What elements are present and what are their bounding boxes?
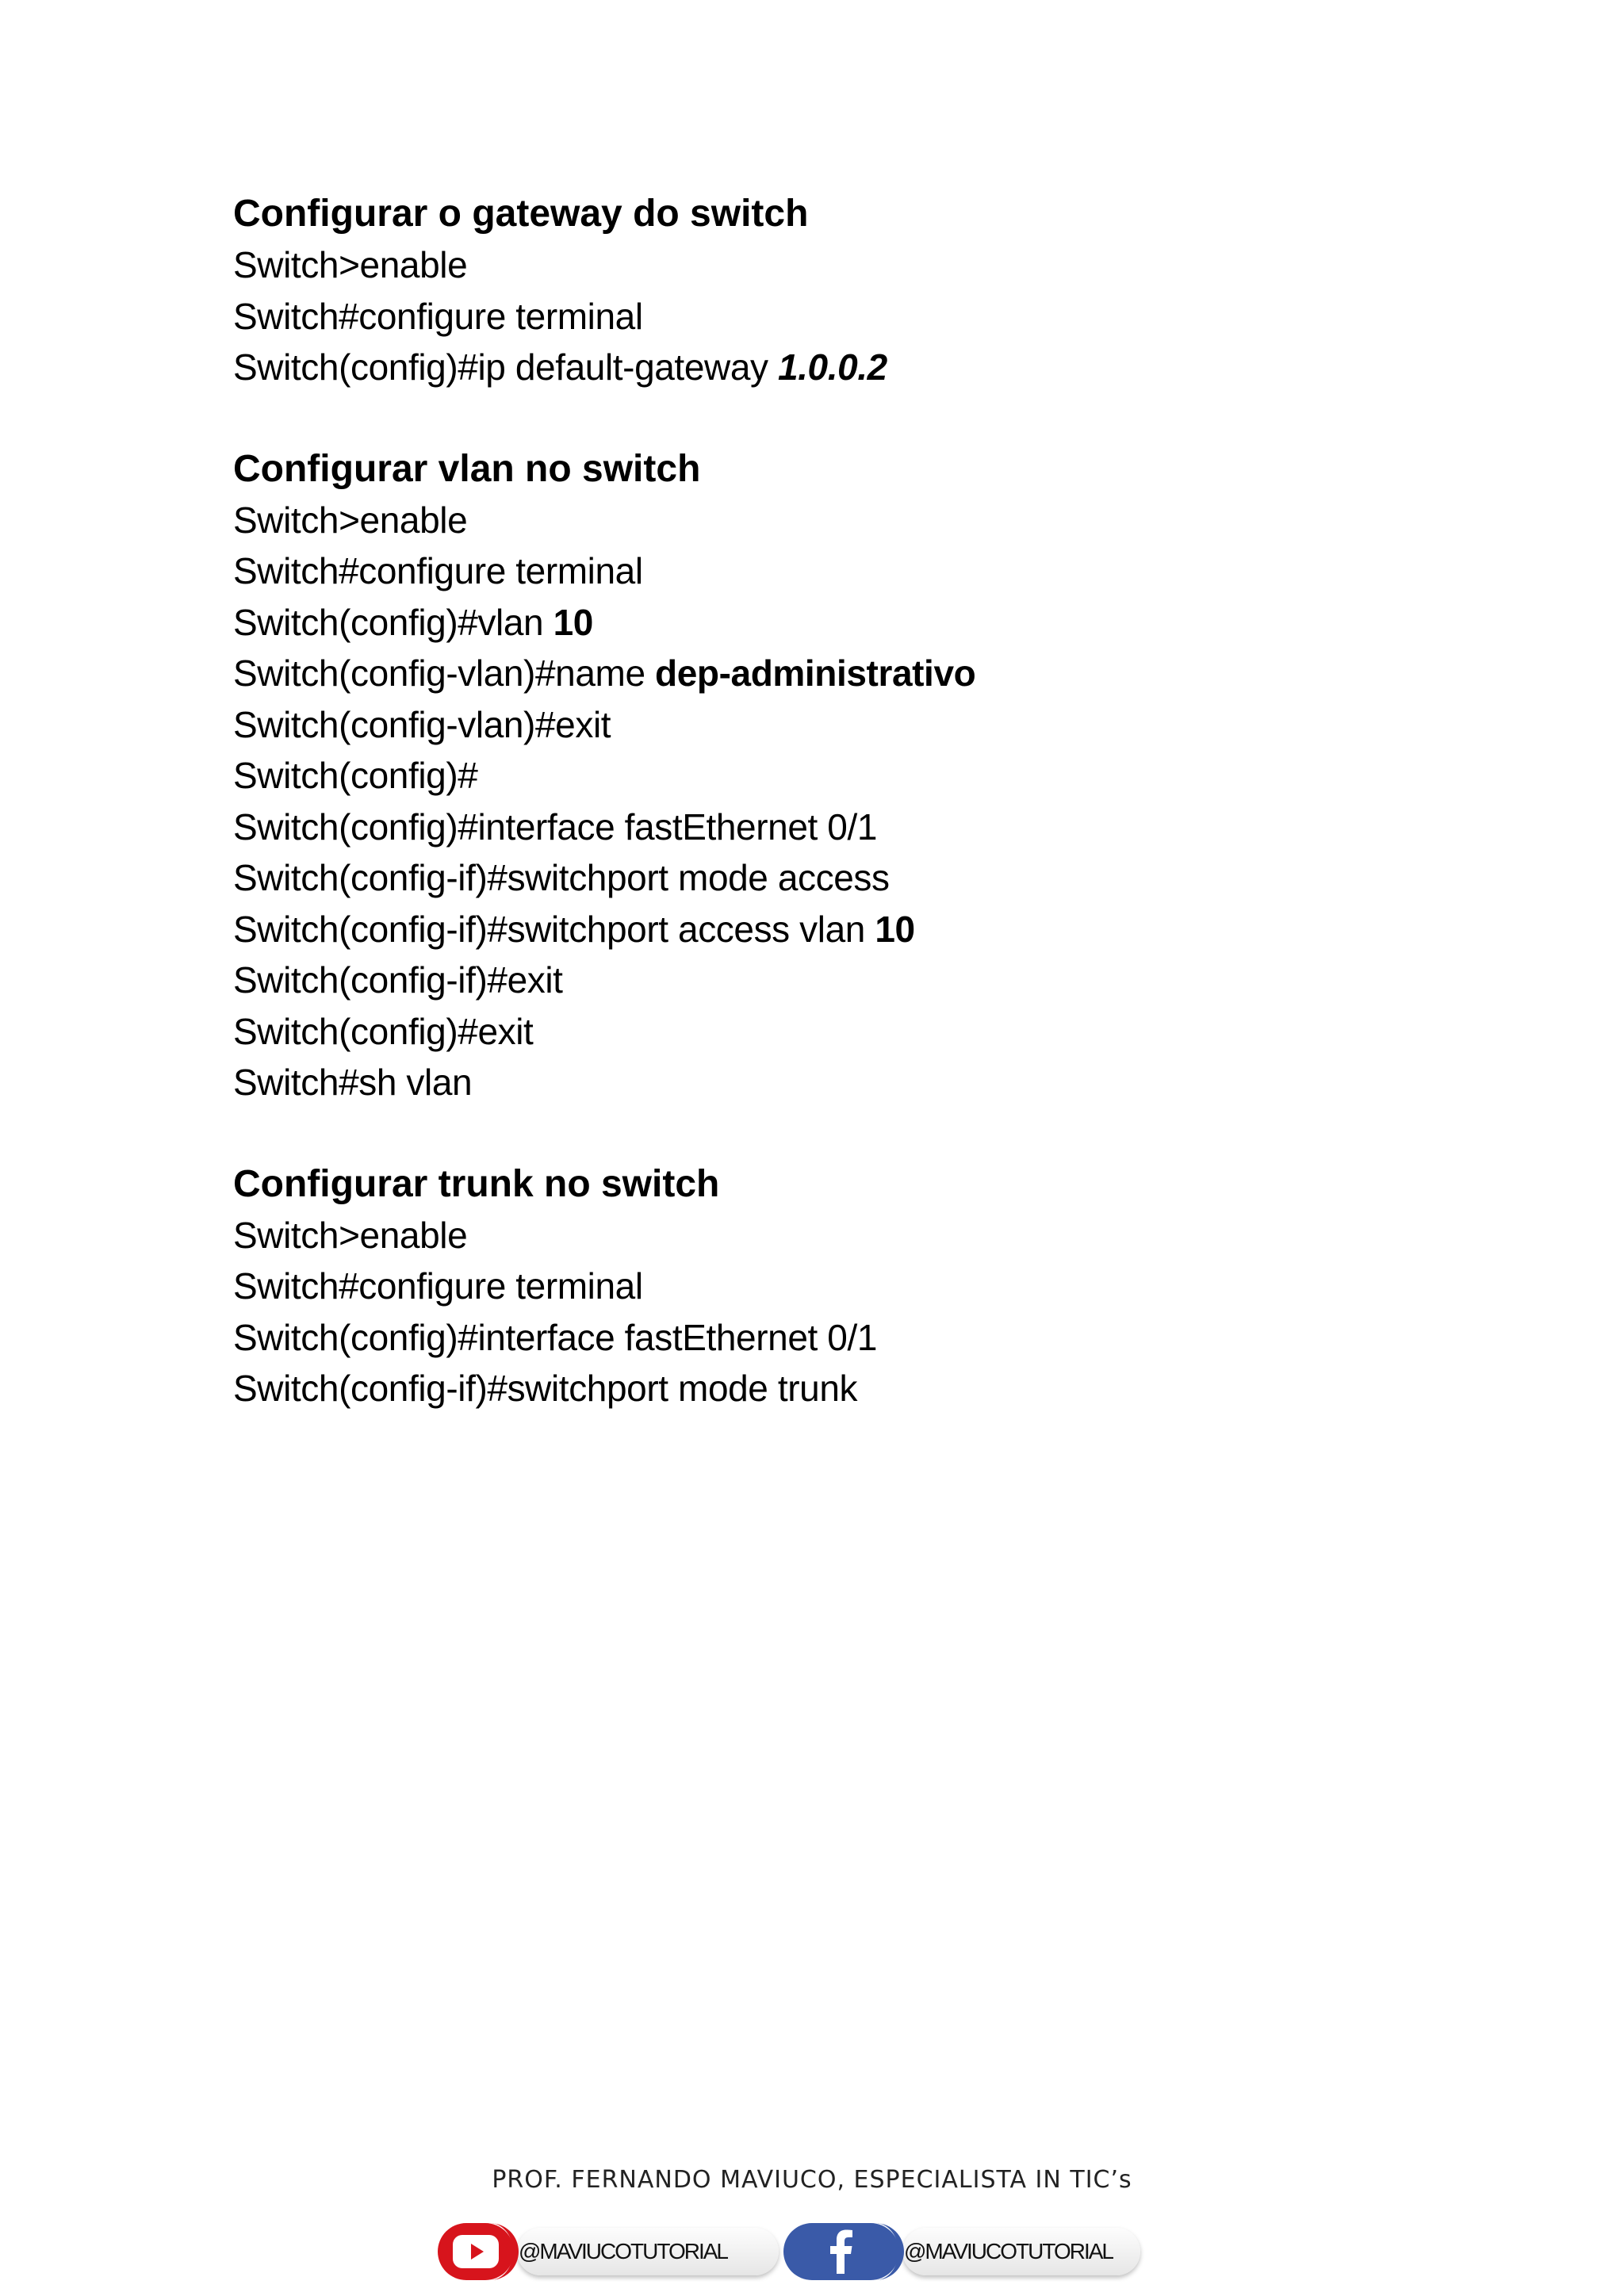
command-text: Switch>enable bbox=[233, 1214, 468, 1256]
command-line bbox=[233, 1210, 1502, 1261]
document-body bbox=[233, 189, 1502, 1465]
youtube-icon bbox=[438, 2223, 514, 2280]
command-line bbox=[233, 291, 1502, 342]
youtube-handle: @MAVIUCOTUTORIAL bbox=[519, 2239, 727, 2263]
command-text: Switch(config-vlan)#name bbox=[233, 652, 656, 694]
footer-author: PROF. FERNANDO MAVIUCO, ESPECIALISTA IN TIC’s bbox=[492, 2166, 1132, 2194]
command-line bbox=[233, 1312, 1502, 1364]
facebook-handle-pill bbox=[902, 2228, 1140, 2275]
section-trunk bbox=[233, 1159, 1502, 1414]
command-text: Switch(config)#ip default-gateway bbox=[233, 346, 778, 388]
command-line bbox=[233, 545, 1502, 597]
command-list bbox=[233, 495, 1502, 1108]
youtube-handle-pill bbox=[517, 2228, 779, 2275]
command-text: Switch(config-if)#switchport mode trunk bbox=[233, 1368, 858, 1409]
command-line bbox=[233, 904, 1502, 955]
command-argument: dep-administrativo bbox=[655, 652, 976, 694]
command-line bbox=[233, 239, 1502, 291]
command-line bbox=[233, 1006, 1502, 1058]
command-text: Switch#configure terminal bbox=[233, 1265, 643, 1307]
facebook-handle: @MAVIUCOTUTORIAL bbox=[904, 2239, 1113, 2263]
youtube-badge[interactable] bbox=[438, 2220, 779, 2283]
facebook-icon bbox=[783, 2223, 899, 2280]
command-text: Switch(config-if)#exit bbox=[233, 959, 563, 1001]
command-line bbox=[233, 802, 1502, 853]
command-argument: 10 bbox=[875, 908, 915, 950]
command-text: Switch#configure terminal bbox=[233, 295, 643, 337]
section-vlan bbox=[233, 444, 1502, 1108]
command-text: Switch>enable bbox=[233, 499, 468, 541]
command-line bbox=[233, 1363, 1502, 1414]
command-text: Switch(config)#exit bbox=[233, 1010, 534, 1052]
facebook-badge[interactable] bbox=[783, 2220, 1148, 2283]
command-text: Switch(config)# bbox=[233, 755, 478, 796]
command-text: Switch(config)#interface fastEthernet 0/1 bbox=[233, 1316, 878, 1358]
command-text: Switch#sh vlan bbox=[233, 1062, 473, 1103]
command-text: Switch#configure terminal bbox=[233, 550, 643, 591]
command-text: Switch(config)#interface fastEthernet 0/1 bbox=[233, 806, 878, 848]
command-line bbox=[233, 750, 1502, 802]
command-text: Switch(config-if)#switchport mode access bbox=[233, 857, 890, 898]
command-argument: 1.0.0.2 bbox=[777, 346, 887, 388]
section-heading: Configurar vlan no switch bbox=[233, 447, 701, 490]
command-list bbox=[233, 239, 1502, 393]
command-line bbox=[233, 955, 1502, 1006]
command-line bbox=[233, 852, 1502, 904]
command-line bbox=[233, 648, 1502, 699]
command-text: Switch(config-if)#switchport access vlan bbox=[233, 908, 875, 950]
command-line bbox=[233, 1261, 1502, 1312]
command-list bbox=[233, 1210, 1502, 1414]
command-line bbox=[233, 342, 1502, 393]
command-line bbox=[233, 1057, 1502, 1108]
command-line bbox=[233, 495, 1502, 546]
command-text: Switch(config)#vlan bbox=[233, 601, 553, 643]
command-text: Switch(config-vlan)#exit bbox=[233, 703, 611, 745]
section-gateway bbox=[233, 189, 1502, 393]
section-heading: Configurar trunk no switch bbox=[233, 1162, 720, 1205]
command-argument: 10 bbox=[553, 601, 593, 643]
section-heading: Configurar o gateway do switch bbox=[233, 193, 809, 235]
command-line bbox=[233, 597, 1502, 649]
command-text: Switch>enable bbox=[233, 244, 468, 285]
command-line bbox=[233, 699, 1502, 751]
